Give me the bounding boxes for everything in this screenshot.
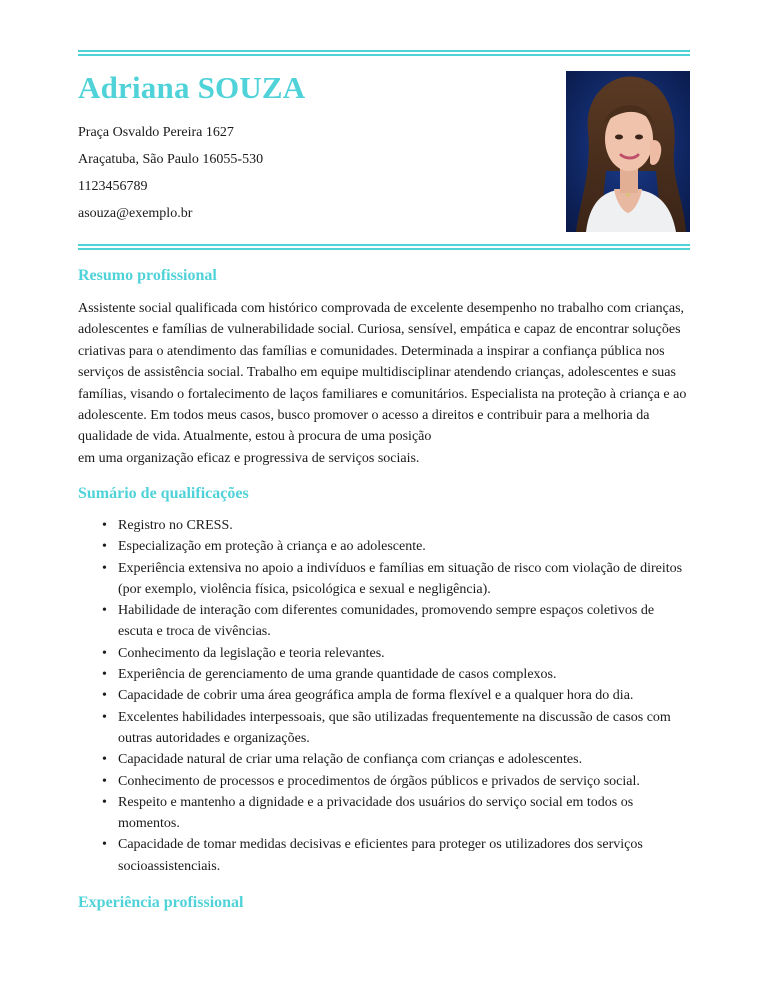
profile-photo	[566, 71, 690, 232]
summary-line: famílias, visando o fortalecimento de laços familiares e comunitários. Especialista na proteção à criança e ao	[78, 386, 687, 402]
list-item: • Especialização em proteção à criança e ao adolescente.	[96, 536, 692, 557]
list-item: • Excelentes habilidades interpessoais, que são utilizadas frequentemente na discussão de casos com outras autoridades e organizações.	[96, 707, 692, 750]
email-address: asouza@exemplo.br	[78, 206, 193, 221]
address-line-2: Araçatuba, São Paulo 16055-530	[78, 152, 264, 167]
list-item: • Conhecimento da legislação e teoria relevantes.	[96, 643, 692, 664]
list-item: • Experiência de gerenciamento de uma grande quantidade de casos complexos.	[96, 664, 692, 685]
summary-line: serviços de assistência social. Trabalho em equipe multidisciplinar atendendo crianças, adolescentes e suas	[78, 365, 676, 381]
header-bottom-double-rule	[78, 244, 690, 250]
address-line-1: Praça Osvaldo Pereira 1627	[78, 125, 234, 140]
top-double-rule	[78, 50, 690, 56]
list-item: • Capacidade natural de criar uma relação de confiança com crianças e adolescentes.	[96, 749, 692, 770]
qualifications-list	[96, 515, 692, 877]
list-item: • Capacidade de cobrir uma área geográfica ampla de forma flexível e a qualquer hora do dia.	[96, 685, 692, 706]
list-item: • Experiência extensiva no apoio a indivíduos e famílias em situação de risco com violação de direitos (por exemplo, violência física, psicológica e sexual e negligência).	[96, 558, 692, 601]
list-item: • Habilidade de interação com diferentes comunidades, promovendo sempre espaços coletivos de escuta e troca de vivências.	[96, 600, 692, 643]
list-item: • Conhecimento de processos e procedimentos de órgãos públicos e privados de serviço social.	[96, 771, 692, 792]
candidate-name: Adriana SOUZA	[78, 70, 306, 105]
summary-line: adolescente. Em todos meus casos, busco promover o acesso a direitos e contribuir para a melhoria da	[78, 408, 650, 424]
summary-section-title: Resumo profissional	[78, 267, 217, 284]
list-item: • Capacidade de tomar medidas decisivas e eficientes para proteger os utilizadores dos serviços socioassistenciais.	[96, 834, 692, 877]
summary-line: qualidade de vida. Atualmente, estou à procura de uma posição	[78, 429, 432, 445]
summary-paragraph	[78, 298, 692, 469]
list-item: • Respeito e mantenho a dignidade e a privacidade dos usuários do serviço social em todos os momentos.	[96, 792, 692, 835]
summary-line: Assistente social qualificada com histórico comprovada de excelente desempenho no trabalho com crianças,	[78, 301, 685, 316]
summary-line: criativas para o atendimento das famílias e comunidades. Determinada a inspirar a confiança pública nos	[78, 343, 665, 359]
list-item: • Registro no CRESS.	[96, 515, 692, 536]
experience-section-title: Experiência profissional	[78, 894, 244, 911]
phone-number: 1123456789	[78, 179, 148, 194]
qualifications-section-title: Sumário de qualificações	[78, 485, 249, 502]
summary-line: em uma organização eficaz e progressiva de serviços sociais.	[78, 450, 420, 466]
summary-line: adolescentes e famílias de vulnerabilidade social. Curiosa, sensível, empática e capaz de encontrar soluções	[78, 322, 681, 338]
